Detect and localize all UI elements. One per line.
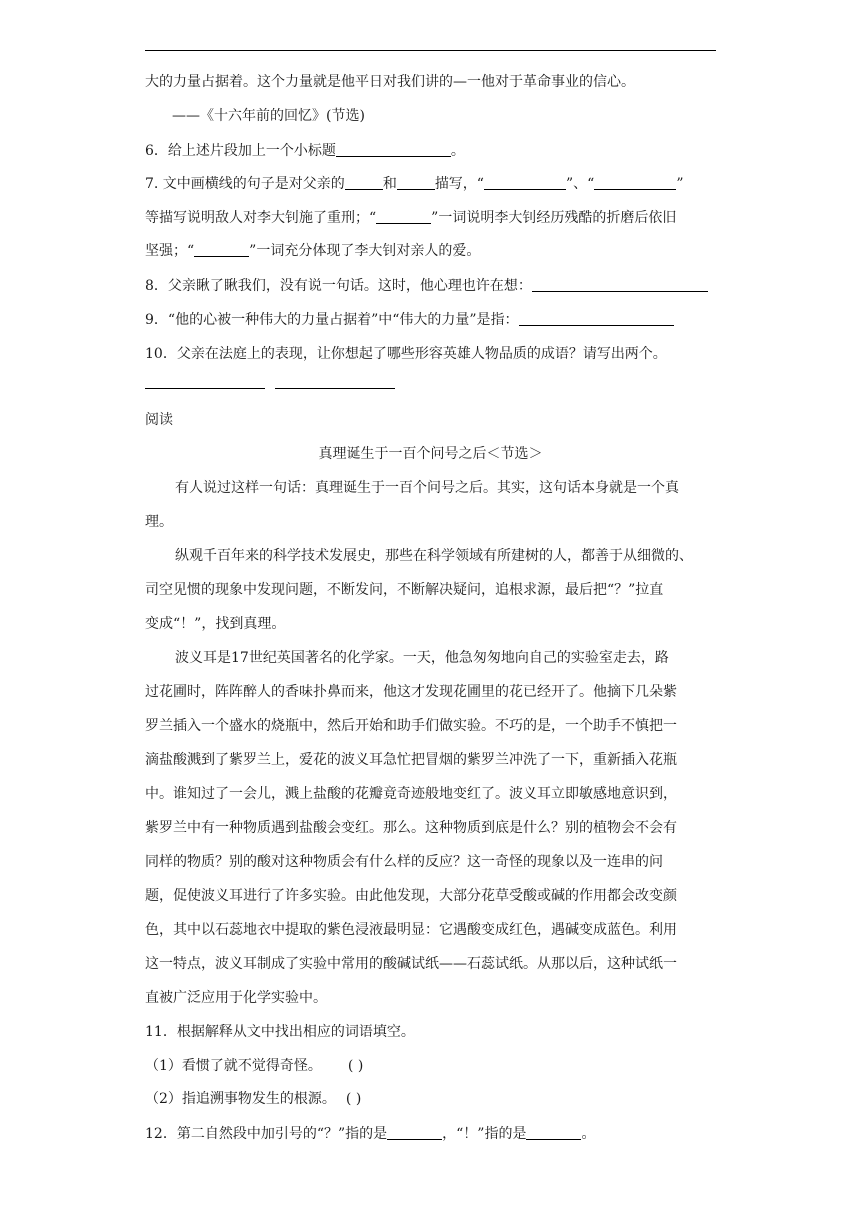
answer-blank[interactable] [145,374,265,389]
answer-blank[interactable] [532,277,708,292]
passage2-line: 变成“！”，找到真理。 [145,616,286,632]
answer-blank[interactable] [275,374,395,389]
passage2-line: 中。谁知过了一会儿，溅上盐酸的花瓣竟奇迹般地变红了。波义耳立即敏感地意识到， [145,786,677,802]
answer-blank[interactable] [387,1125,442,1140]
question-10: 10．父亲在法庭上的表现，让你想起了哪些形容英雄人物品质的成语？请写出两个。 [145,346,667,362]
answer-blank[interactable] [519,311,674,326]
passage2-line: 题，促使波义耳进行了许多实验。由此他发现，大部分花草受酸或碱的作用都会改变颜 [145,888,677,904]
question-10-answers [145,373,720,393]
question-6-text: 6．给上述片段加上一个小标题 [145,143,336,159]
passage2-line: 直被广泛应用于化学实验中。 [145,990,327,1006]
passage2-line: 滴盐酸溅到了紫罗兰上，爱花的波义耳急忙把冒烟的紫罗兰冲洗了一下，重新插入花瓶 [145,752,677,768]
question-7-line-3: 坚强；“ ”一词充分体现了李大钊对亲人的爱。 [145,243,481,259]
question-8: 8．父亲瞅了瞅我们，没有说一句话。这时，他心理也许在想： [145,276,720,296]
question-11-1: （1）看惯了就不觉得奇怪。 ( ) [145,1058,364,1074]
answer-blank[interactable] [194,242,249,257]
answer-parentheses[interactable]: ( ) [347,1058,364,1074]
question-7-line-2: 等描写说明敌人对李大钊施了重刑；“ ”一词说明李大钊经历残酷的折磨后依旧 [145,210,677,226]
passage2-line: 罗兰插入一个盛水的烧瓶中，然后开始和助手们做实验。不巧的是，一个助手不慎把一 [145,718,677,734]
passage2-line: 过花圃时，阵阵醉人的香味扑鼻而来，他这才发现花圃里的花已经开了。他摘下几朵紫 [145,684,677,700]
answer-blank[interactable] [594,175,676,190]
passage2-line: 波义耳是17世纪英国著名的化学家。一天，他急匆匆地向自己的实验室走去，路 [175,650,669,666]
answer-blank[interactable] [345,175,383,190]
header-rule [145,50,716,51]
answer-blank[interactable] [526,1125,581,1140]
passage2-line: 色，其中以石蕊地衣中提取的紫色浸液最明显：它遇酸变成红色，遇碱变成蓝色。利用 [145,922,677,938]
answer-blank[interactable] [376,209,431,224]
answer-blank[interactable] [397,175,435,190]
passage2-line: 司空见惯的现象中发现问题，不断发问，不断解决疑问，追根求源，最后把“？”拉直 [145,582,664,598]
section-label: 阅读 [145,412,173,428]
question-9: 9．“他的心被一种伟大的力量占据着”中“伟大的力量”是指： [145,310,720,330]
answer-blank[interactable] [336,142,451,157]
passage1-last-line: 大的力量占据着。这个力量就是他平日对我们讲的—一他对于革命事业的信心。 [145,74,635,90]
passage1-source: ——《十六年前的回忆》(节选) [172,108,365,124]
passage2-title: 真理诞生于一百个问号之后＜节选＞ [318,446,543,462]
question-7-line-1: 7. 文中画横线的句子是对父亲的 和 描写，“ ”、“ ” [145,176,684,192]
question-6: 6．给上述片段加上一个小标题 。 [145,143,465,159]
answer-parentheses[interactable]: ( ) [345,1091,362,1107]
question-11-2: （2）指追溯事物发生的根源。 ( ) [145,1091,362,1107]
passage2-line: 有人说过这样一句话：真理诞生于一百个问号之后。其实，这句话本身就是一个真 [175,480,679,496]
passage2-line: 这一特点，波义耳制成了实验中常用的酸碱试纸——石蕊试纸。从那以后，这种试纸一 [145,956,677,972]
answer-blank[interactable] [484,175,566,190]
passage2-line: 同样的物质？别的酸对这种物质会有什么样的反应？这一奇怪的现象以及一连串的问 [145,854,663,870]
passage2-line: 理。 [145,514,173,530]
passage2-line: 纵观千百年来的科学技术发展史，那些在科学领域有所建树的人，都善于从细微的、 [175,548,693,564]
question-12: 12．第二自然段中加引号的“？”指的是 ，“！”指的是 。 [145,1126,596,1142]
question-11: 11．根据解释从文中找出相应的词语填空。 [145,1024,415,1040]
passage2-line: 紫罗兰中有一种物质遇到盐酸会变红。那么。这种物质到底是什么？别的植物会不会有 [145,820,677,836]
